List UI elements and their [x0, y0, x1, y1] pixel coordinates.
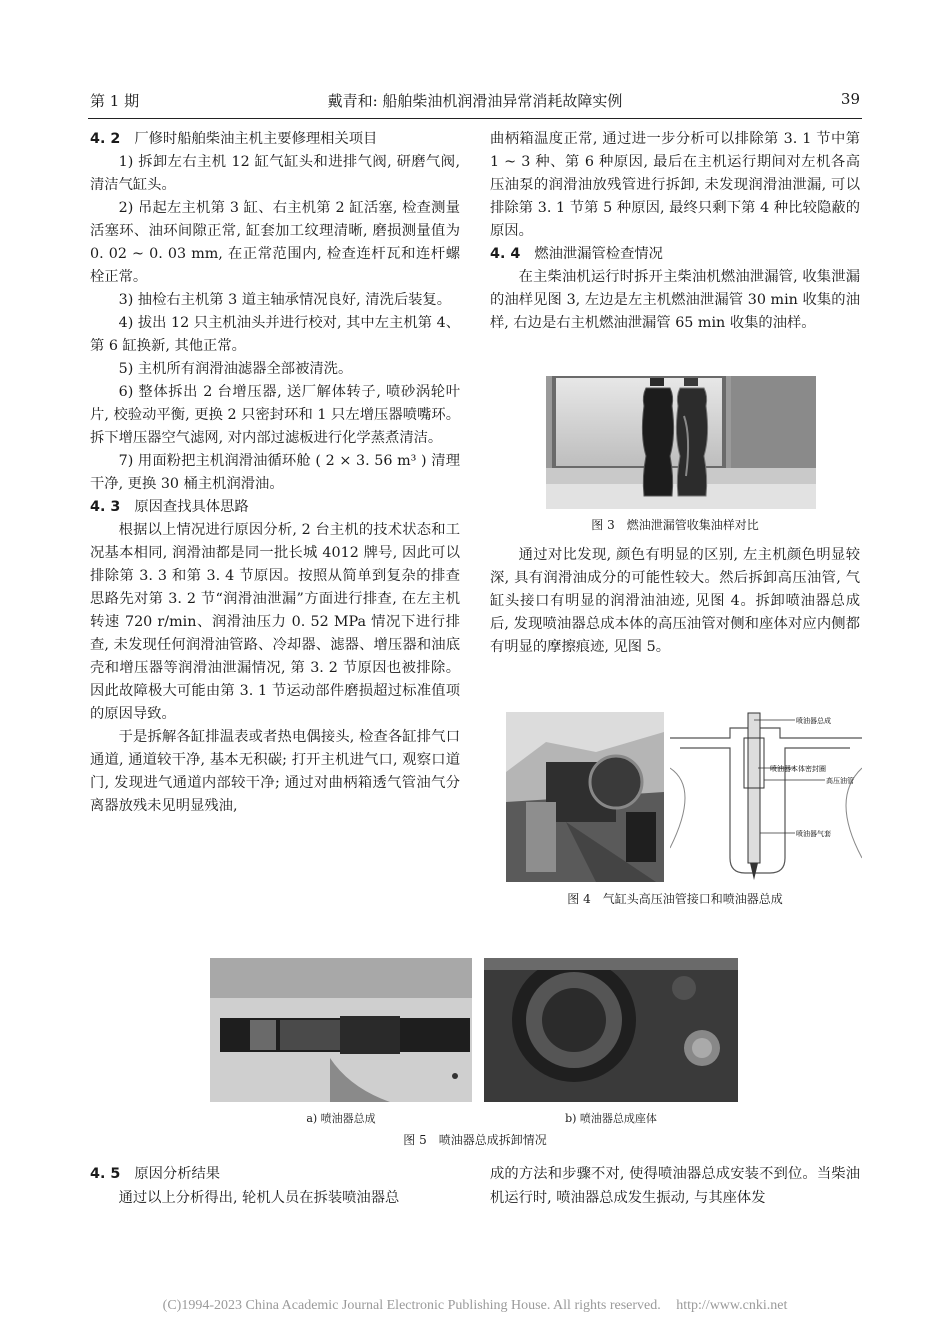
label-high-pressure-pipe: 高压油管	[826, 777, 854, 785]
bottom-right-column	[490, 1162, 860, 1210]
copyright-text: (C)1994-2023 China Academic Journal Electronic Publishing House. All rights reserved.	[162, 1298, 661, 1313]
repair-item-3: 3) 抽检右主机第 3 道主轴承情况良好, 清洗后装复。	[118, 292, 452, 308]
running-header	[88, 84, 862, 119]
right-column-after-fig3	[490, 544, 860, 659]
section-4-3-heading: 4. 3 原因查找具体思路	[90, 499, 249, 515]
figure-5b-injector-seat-photo	[484, 958, 738, 1102]
right-column	[490, 128, 860, 335]
issue-number: 第 1 期	[90, 92, 140, 110]
figure-3-oil-samples-photo	[546, 376, 816, 509]
copyright-footer	[0, 1298, 950, 1314]
paragraph-comparison: 通过对比发现, 颜色有明显的区别, 左主机颜色明显较深, 具有润滑油成分的可能性较大。然后拆卸高压油管, 气缸头接口有明显的润滑油油迹, 见图 4。拆卸喷油器总成后, 发现喷油器总成本体的高压油管对侧和座体对应内侧都有明显的摩擦痕迹, 见图 5。	[490, 547, 860, 655]
paragraph-continued: 曲柄箱温度正常, 通过进一步分析可以排除第 3. 1 节中第 1 ~ 3 种、第 6 种原因, 最后在主机运行期间对左机各高压油泵的润滑油放残管进行拆卸, 未发现润滑油泄漏, 可以排除第 3. 1 节第 5 种原因, 最终只剩下第 4 种比较隐蔽的原因。	[490, 131, 860, 239]
paragraph-inspection: 于是拆解各缸排温表或者热电偶接头, 检查各缸排气口通道, 通道较干净, 基本无积碳; 打开主机进气口, 观察口道门, 发现进气通道内部较干净; 通过对曲柄箱透气管油气分离器放残未见明显残油,	[90, 729, 460, 814]
label-injector-sleeve: 喷油器气套	[796, 830, 831, 838]
figure-5-caption: 图 5 喷油器总成拆卸情况	[403, 1133, 547, 1147]
figure-5a-caption: a) 喷油器总成	[306, 1112, 376, 1125]
running-title: 戴青和: 船舶柴油机润滑油异常消耗故障实例	[327, 92, 623, 110]
paragraph-analysis: 根据以上情况进行原因分析, 2 台主机的技术状态和工况基本相同, 润滑油都是同一批长城 4012 牌号, 因此可以排除第 3. 3 和第 3. 4 节原因。按照从简单到复杂的排查思路先对第 3. 2 节“润滑油泄漏”方面进行排查, 在左主机转速 720 r/min、润滑油压力 0. 52 MPa 情况下进行排查, 未发现任何润滑油管路、冷却器、滤器、增压器和油底壳和增压器等润滑油泄漏情况, 第 3. 2 节原因也被排除。因此故障极大可能由第 3. 1 节运动部件磨损超过标准值项的原因导致。	[90, 522, 460, 722]
cnki-url[interactable]: http://www.cnki.net	[676, 1298, 788, 1313]
label-injector-assembly: 喷油器总成	[796, 717, 831, 725]
label-injector-seal: 喷油器本体密封圈	[770, 765, 826, 773]
paragraph-result-continued: 成的方法和步骤不对, 使得喷油器总成安装不到位。当柴油机运行时, 喷油器总成发生振动, 与其座体发	[490, 1166, 860, 1206]
repair-item-7: 7) 用面粉把主机润滑油循环舱 ( 2 × 3. 56 m³ ) 清理干净, 更换 30 桶主机润滑油。	[90, 453, 460, 492]
repair-item-2: 2) 吊起左主机第 3 缸、右主机第 2 缸活塞, 检查测量活塞环、油环间隙正常, 缸套加工纹理清晰, 磨损测量值为 0. 02 ~ 0. 03 mm, 在正常范围内, 检查连杆瓦和连杆螺栓正常。	[90, 200, 460, 285]
paragraph-result: 通过以上分析得出, 轮机人员在拆装喷油器总	[118, 1190, 400, 1206]
repair-item-1: 1) 拆卸左右主机 12 缸气缸头和进排气阀, 研磨气阀, 清洁气缸头。	[90, 154, 460, 193]
section-4-4-heading: 4. 4 燃油泄漏管检查情况	[490, 246, 663, 262]
right-bottle-light-sample	[676, 378, 707, 496]
figure-4-caption: 图 4 气缸头高压油管接口和喷油器总成	[567, 892, 783, 906]
section-4-2-heading: 4. 2 厂修时船舶柴油主机主要修理相关项目	[90, 131, 378, 147]
repair-item-6: 6) 整体拆出 2 台增压器, 送厂解体转子, 喷砂涡轮叶片, 校验动平衡, 更换 2 只密封环和 1 只左增压器喷嘴环。拆下增压器空气滤网, 对内部过滤板进行化学蒸煮清洁。	[90, 384, 460, 446]
figure-4-cylinder-head-photo	[506, 712, 664, 882]
repair-item-5: 5) 主机所有润滑油滤器全部被清洗。	[118, 361, 353, 377]
figure-5a-injector-photo	[210, 958, 472, 1102]
figure-4-injector-diagram	[670, 708, 862, 884]
paragraph-fuel-leak: 在主柴油机运行时拆开主柴油机燃油泄漏管, 收集泄漏的油样见图 3, 左边是左主机燃油泄漏管 30 min 收集的油样, 右边是右主机燃油泄漏管 65 min 收集的油样。	[490, 269, 860, 331]
section-4-5-heading: 4. 5 原因分析结果	[90, 1166, 221, 1182]
figure-5b-caption: b) 喷油器总成座体	[565, 1112, 657, 1125]
figure-3-caption: 图 3 燃油泄漏管收集油样对比	[591, 518, 759, 532]
bottom-left-column	[90, 1162, 460, 1210]
page-number: 39	[840, 90, 860, 108]
left-bottle-dark-sample	[642, 378, 673, 496]
repair-item-4: 4) 拔出 12 只主机油头并进行校对, 其中左主机第 4、第 6 缸换新, 其他正常。	[90, 315, 460, 354]
left-column	[90, 128, 460, 818]
